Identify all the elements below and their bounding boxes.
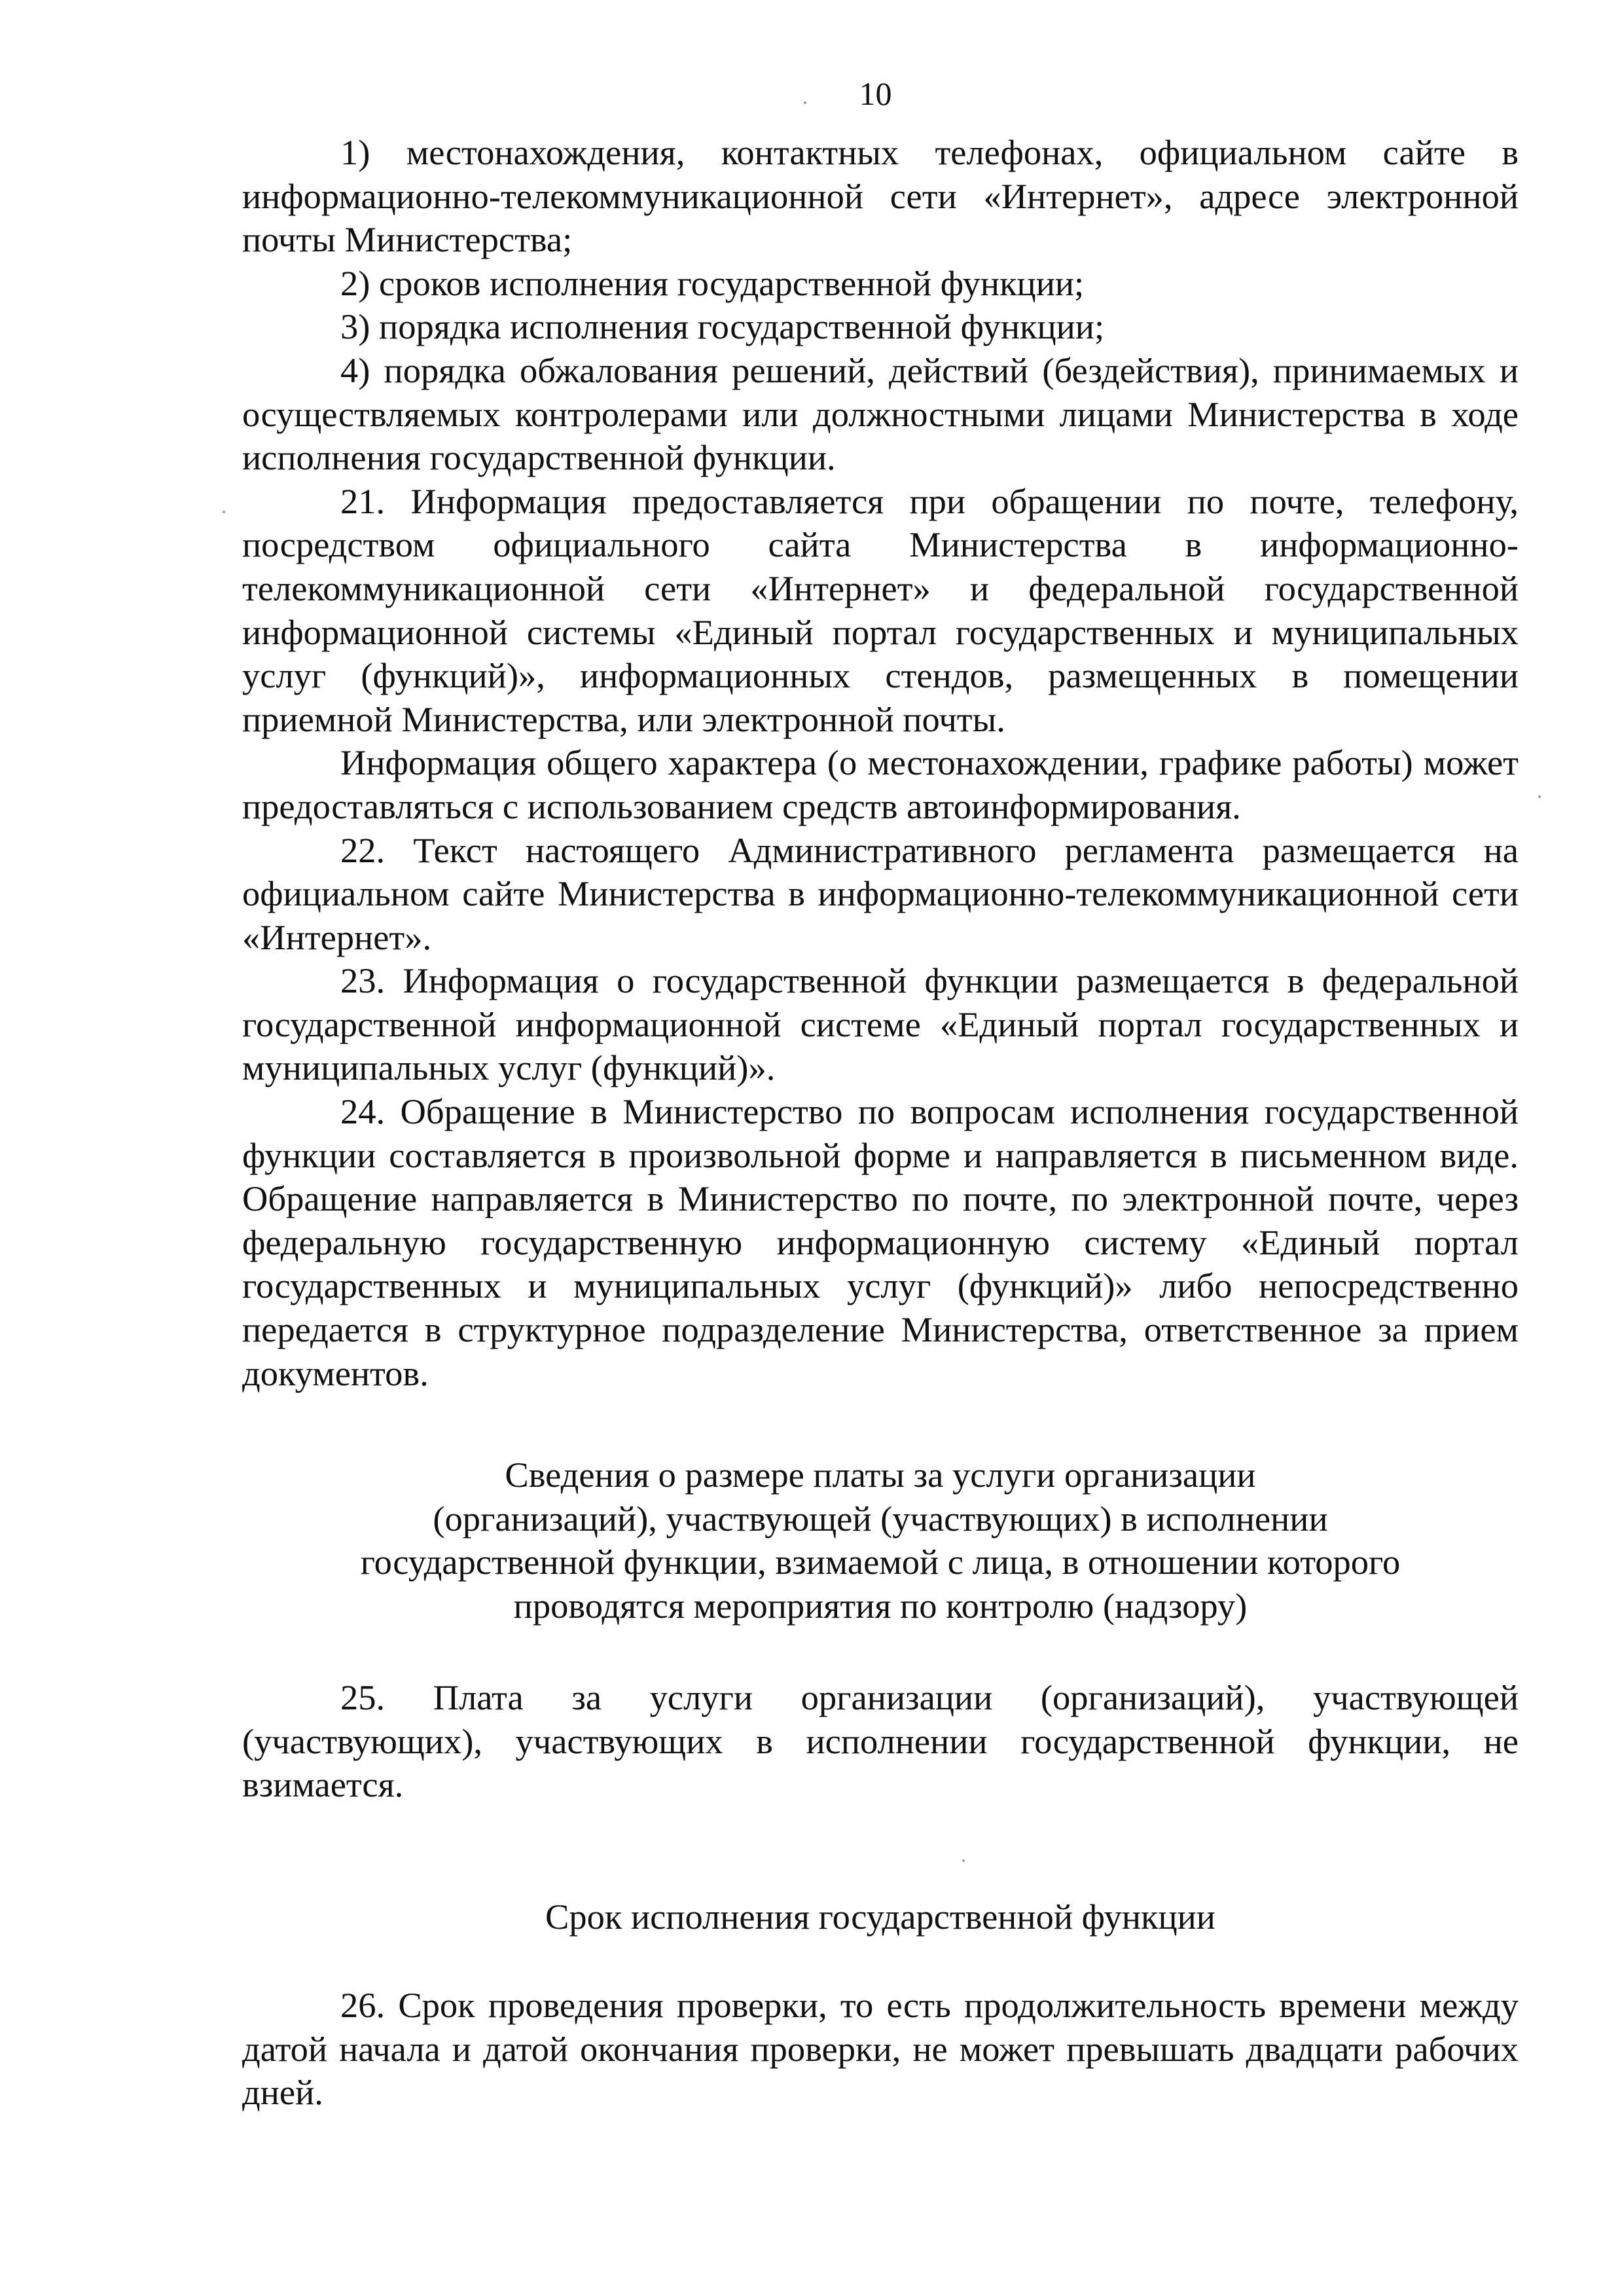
term-section-text xyxy=(242,1984,1519,2115)
scan-speck xyxy=(1538,795,1541,798)
main-text xyxy=(242,131,1519,1395)
heading-line: государственной функции, взимаемой с лица, в отношении которого xyxy=(360,1542,1401,1582)
heading-line: Сведения о размере платы за услуги организации xyxy=(505,1455,1256,1495)
heading-line: (организаций), участвующей (участвующих) в исполнении xyxy=(433,1498,1328,1539)
list-item: 3) порядка исполнения государственной функции; xyxy=(340,306,1105,347)
paragraph-24: 24. Обращение в Министерство по вопросам исполнения государственной функции составляется в произвольной форме и направляется в письменном виде. Обращение направляется в Министерство по почте, по электронной почте, через федеральную государственную информационную систему «Единый портал государственных и муниципальных услуг (функций)» либо непосредственно передается в структурное подразделение Министерства, ответственное за прием документов. xyxy=(242,1091,1519,1393)
paragraph-26: 26. Срок проведения проверки, то есть продолжительность времени между датой начала и датой окончания проверки, не может превышать двадцати рабочих дней. xyxy=(242,1985,1519,2113)
scan-speck xyxy=(804,101,806,104)
section-heading-fee xyxy=(242,1453,1519,1628)
paragraph-23: 23. Информация о государственной функции размещается в федеральной государственной информационной системе «Единый портал государственных и муниципальных услуг (функций)». xyxy=(242,960,1519,1088)
section-heading-term xyxy=(242,1895,1519,1939)
scan-speck xyxy=(962,1859,965,1862)
heading-line: Срок исполнения государственной функции xyxy=(545,1897,1215,1937)
scan-speck xyxy=(223,511,225,513)
page-number: 10 xyxy=(859,75,892,112)
list-item: 4) порядка обжалования решений, действий (бездействия), принимаемых и осуществляемых контролерами или должностными лицами Министерства в ходе исполнения государственной функции. xyxy=(242,350,1519,478)
paragraph-general-info: Информация общего характера (о местонахождении, графике работы) может предоставляться с использованием средств автоинформирования. xyxy=(242,742,1519,826)
paragraph-21: 21. Информация предоставляется при обращении по почте, телефону, посредством официального сайта Министерства в информационно-телекоммуникационной сети «Интернет» и федеральной государственной информационной системы «Единый портал государственных и муниципальных услуг (функций)», информационных стендов, размещенных в помещении приемной Министерства, или электронной почты. xyxy=(242,481,1519,739)
fee-section-text xyxy=(242,1676,1519,1807)
paragraph-22: 22. Текст настоящего Административного регламента размещается на официальном сайте Министерства в информационно-телекоммуникационной сети «Интернет». xyxy=(242,829,1519,957)
list-item: 1) местонахождения, контактных телефонах, официальном сайте в информационно-телекоммуникационной сети «Интернет», адресе электронной почты Министерства; xyxy=(242,132,1519,260)
list-item: 2) сроков исполнения государственной функции; xyxy=(340,263,1085,303)
paragraph-25: 25. Плата за услуги организации (организаций), участвующей (участвующих), участвующих в исполнении государственной функции, не взимается. xyxy=(242,1677,1519,1805)
heading-line: проводятся мероприятия по контролю (надзору) xyxy=(513,1585,1248,1626)
